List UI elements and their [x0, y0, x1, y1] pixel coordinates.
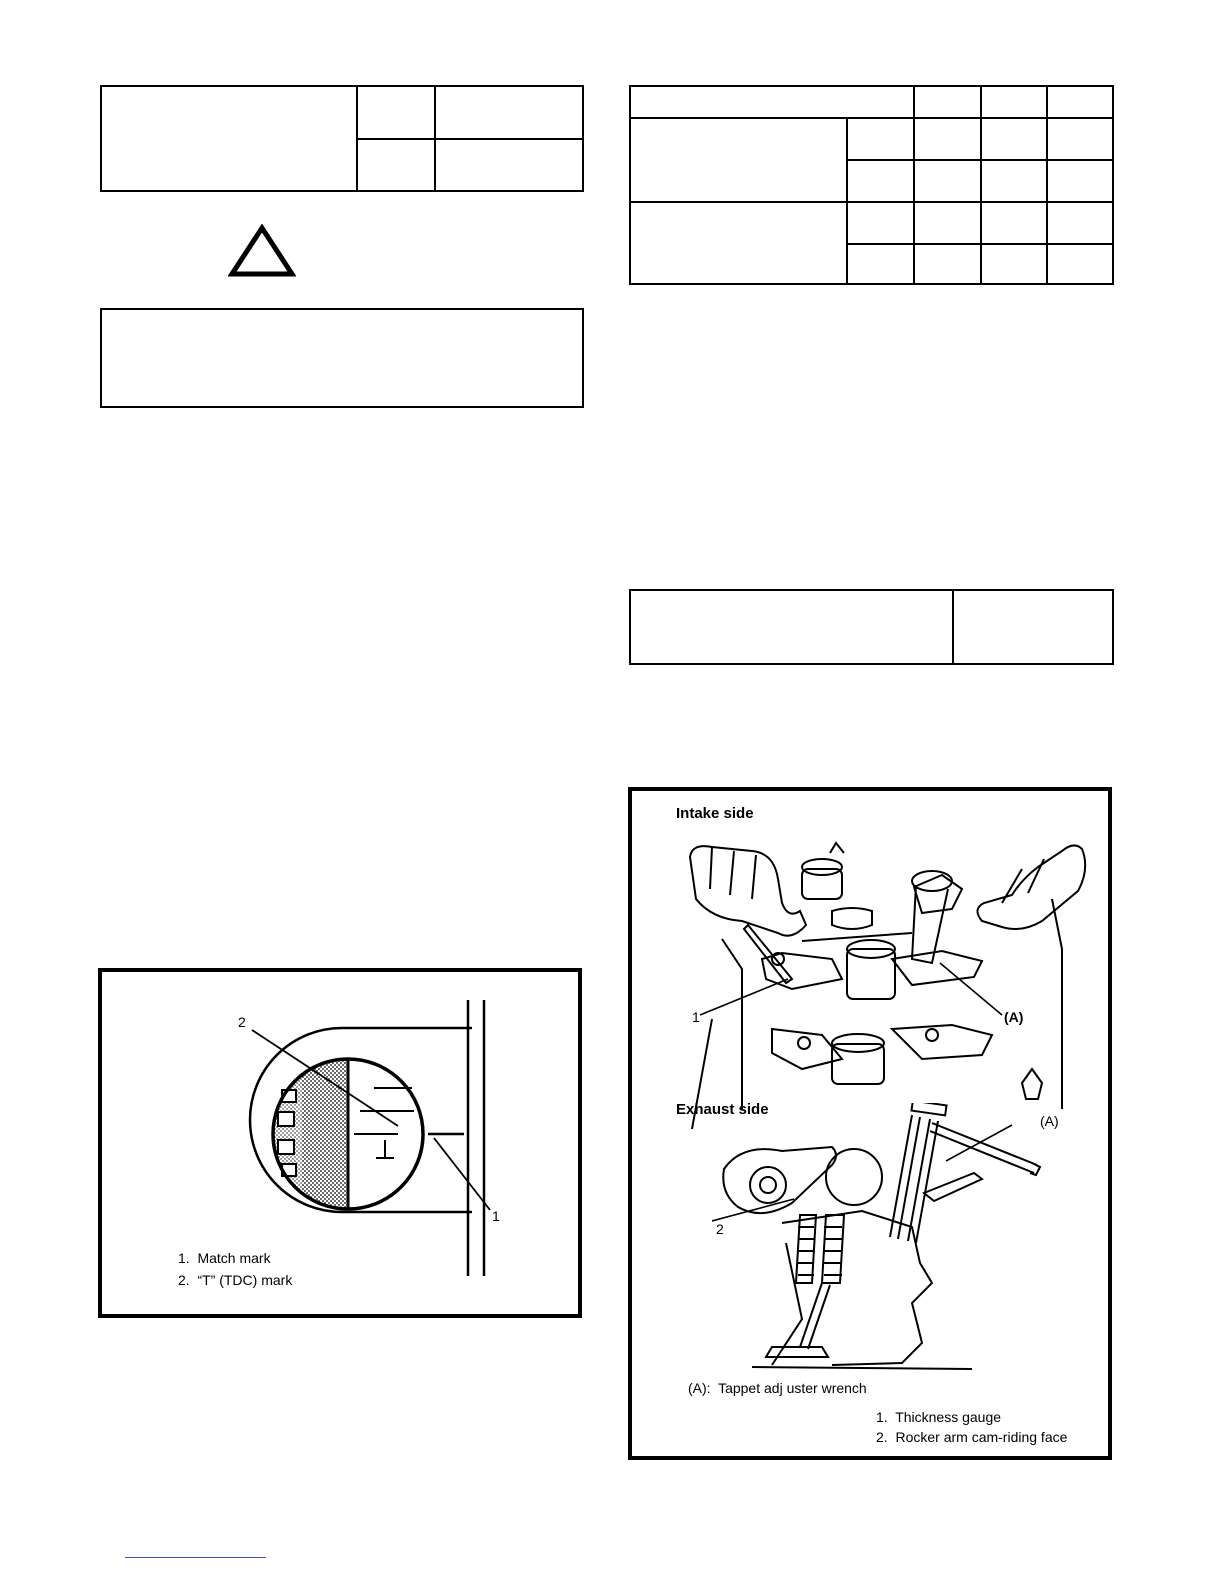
spec-table-left-cell	[435, 86, 583, 139]
intake-side-title: Intake side	[676, 805, 754, 822]
clearance-table-cell	[914, 160, 980, 202]
clearance-table-cell	[914, 118, 980, 160]
clearance-table-cell	[914, 202, 980, 244]
intake-label-1: 1	[692, 1009, 700, 1025]
figure1-caption-match-mark: 1. Match mark	[178, 1250, 271, 1266]
clearance-table-cell	[847, 118, 914, 160]
clearance-table-cell	[630, 118, 847, 202]
clearance-table-cell	[630, 86, 914, 118]
clearance-table-cell	[981, 86, 1047, 118]
clearance-table-cell	[914, 86, 980, 118]
figure1-label-1: 1	[492, 1208, 500, 1224]
exhaust-side-illustration	[712, 1103, 1082, 1373]
clearance-table-cell	[847, 244, 914, 284]
clearance-table-cell	[1047, 160, 1113, 202]
clearance-table-cell	[981, 160, 1047, 202]
intake-side-illustration	[682, 829, 1092, 1129]
clearance-table-cell	[1047, 244, 1113, 284]
torque-table-cell	[630, 590, 953, 664]
timing-mark-illustration	[102, 972, 578, 1314]
spec-table-left-cell	[357, 139, 435, 191]
clearance-table-cell	[981, 202, 1047, 244]
footer-rule	[125, 1557, 266, 1558]
spec-table-left-cell	[357, 86, 435, 139]
clearance-table-cell	[1047, 86, 1113, 118]
spec-table-left-cell	[101, 86, 357, 191]
clearance-table-cell	[981, 118, 1047, 160]
clearance-table	[629, 85, 1114, 285]
clearance-table-cell	[914, 244, 980, 284]
valve-clearance-figure	[628, 787, 1112, 1460]
clearance-table-cell	[1047, 202, 1113, 244]
spec-table-left-cell	[435, 139, 583, 191]
clearance-table-cell	[981, 244, 1047, 284]
figure1-label-2: 2	[238, 1014, 246, 1030]
figure1-caption-tdc-mark: 2. “T” (TDC) mark	[178, 1272, 293, 1288]
timing-mark-figure	[98, 968, 582, 1318]
warning-triangle-icon	[228, 224, 296, 278]
clearance-table-cell	[630, 202, 847, 284]
exhaust-side-title: Exhaust side	[676, 1101, 769, 1118]
exhaust-label-2: 2	[716, 1221, 724, 1237]
clearance-table-cell	[1047, 118, 1113, 160]
exhaust-label-a: (A)	[1040, 1113, 1059, 1129]
clearance-table-cell	[847, 202, 914, 244]
legend-thickness-gauge: 1. Thickness gauge	[876, 1409, 1002, 1425]
torque-table	[629, 589, 1114, 665]
spec-table-left	[100, 85, 584, 192]
torque-table-cell	[953, 590, 1113, 664]
intake-label-a: (A)	[1004, 1009, 1024, 1025]
clearance-table-cell	[847, 160, 914, 202]
warning-box	[100, 308, 584, 408]
legend-rocker-arm-face: 2. Rocker arm cam-riding face	[876, 1429, 1068, 1445]
legend-tappet-wrench: (A): Tappet adj uster wrench	[688, 1380, 867, 1396]
